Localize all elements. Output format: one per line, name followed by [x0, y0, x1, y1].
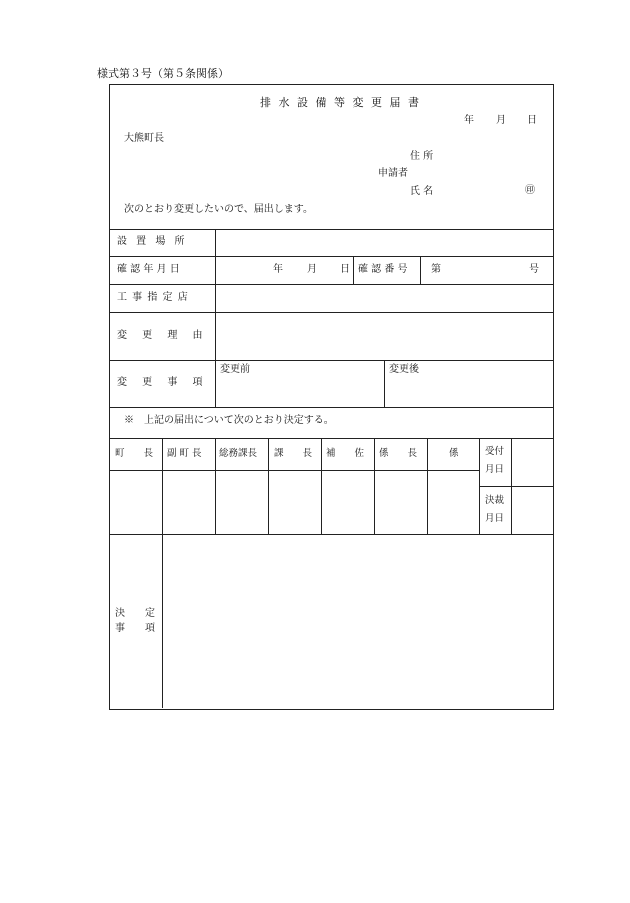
location-field[interactable] — [217, 231, 552, 255]
approval-col-0: 町 長 — [115, 448, 154, 459]
decision-notice: ※ 上記の届出について次のとおり決定する。 — [124, 415, 334, 426]
decision-label-1: 決 定 — [115, 608, 155, 619]
address-label: 住 所 — [410, 151, 434, 162]
approval-col-6: 係 — [449, 448, 459, 459]
approval-col-3: 課 長 — [274, 448, 313, 459]
form-title: 排 水 設 備 等 変 更 届 書 — [260, 96, 421, 109]
date-day-label: 日 — [527, 115, 537, 126]
confirm-month-label: 月 — [307, 264, 317, 275]
approval-col-2: 総務課長 — [219, 448, 258, 459]
matters-label: 変 更 事 項 — [117, 377, 209, 388]
contractor-label: 工 事 指 定 店 — [117, 292, 189, 303]
number-suffix: 号 — [529, 264, 539, 275]
confirm-number-label: 確 認 番 号 — [358, 264, 408, 275]
decided-label-2: 月日 — [485, 513, 505, 524]
approval-col-1: 副 町 長 — [167, 448, 202, 459]
after-label: 変更後 — [389, 364, 419, 375]
received-label-2: 月日 — [485, 464, 505, 475]
reason-label: 変 更 理 由 — [117, 330, 209, 341]
form-frame — [109, 84, 554, 710]
declaration-text: 次のとおり変更したいので、届出します。 — [124, 204, 313, 215]
received-label-1: 受付 — [485, 446, 505, 457]
contractor-field[interactable] — [217, 286, 552, 310]
confirm-date-label: 確 認 年 月 日 — [117, 264, 180, 275]
name-label: 氏 名 — [410, 186, 434, 197]
reason-field[interactable] — [217, 314, 552, 358]
confirm-day-label: 日 — [340, 264, 350, 275]
decided-label-1: 決裁 — [485, 495, 505, 506]
date-month-label: 月 — [496, 115, 506, 126]
addressee: 大熊町長 — [124, 133, 164, 144]
decision-label-2: 事 項 — [115, 623, 155, 634]
confirm-year-label: 年 — [273, 264, 283, 275]
form-number: 様式第３号（第５条関係） — [97, 67, 229, 80]
seal-mark: ㊞ — [525, 185, 535, 196]
approval-col-5: 係 長 — [379, 448, 418, 459]
location-label: 設 置 場 所 — [117, 236, 188, 247]
number-prefix: 第 — [431, 264, 441, 275]
date-year-label: 年 — [464, 115, 474, 126]
before-label: 変更前 — [220, 364, 250, 375]
applicant-label: 申請者 — [378, 168, 408, 179]
approval-col-4: 補 佐 — [326, 448, 365, 459]
